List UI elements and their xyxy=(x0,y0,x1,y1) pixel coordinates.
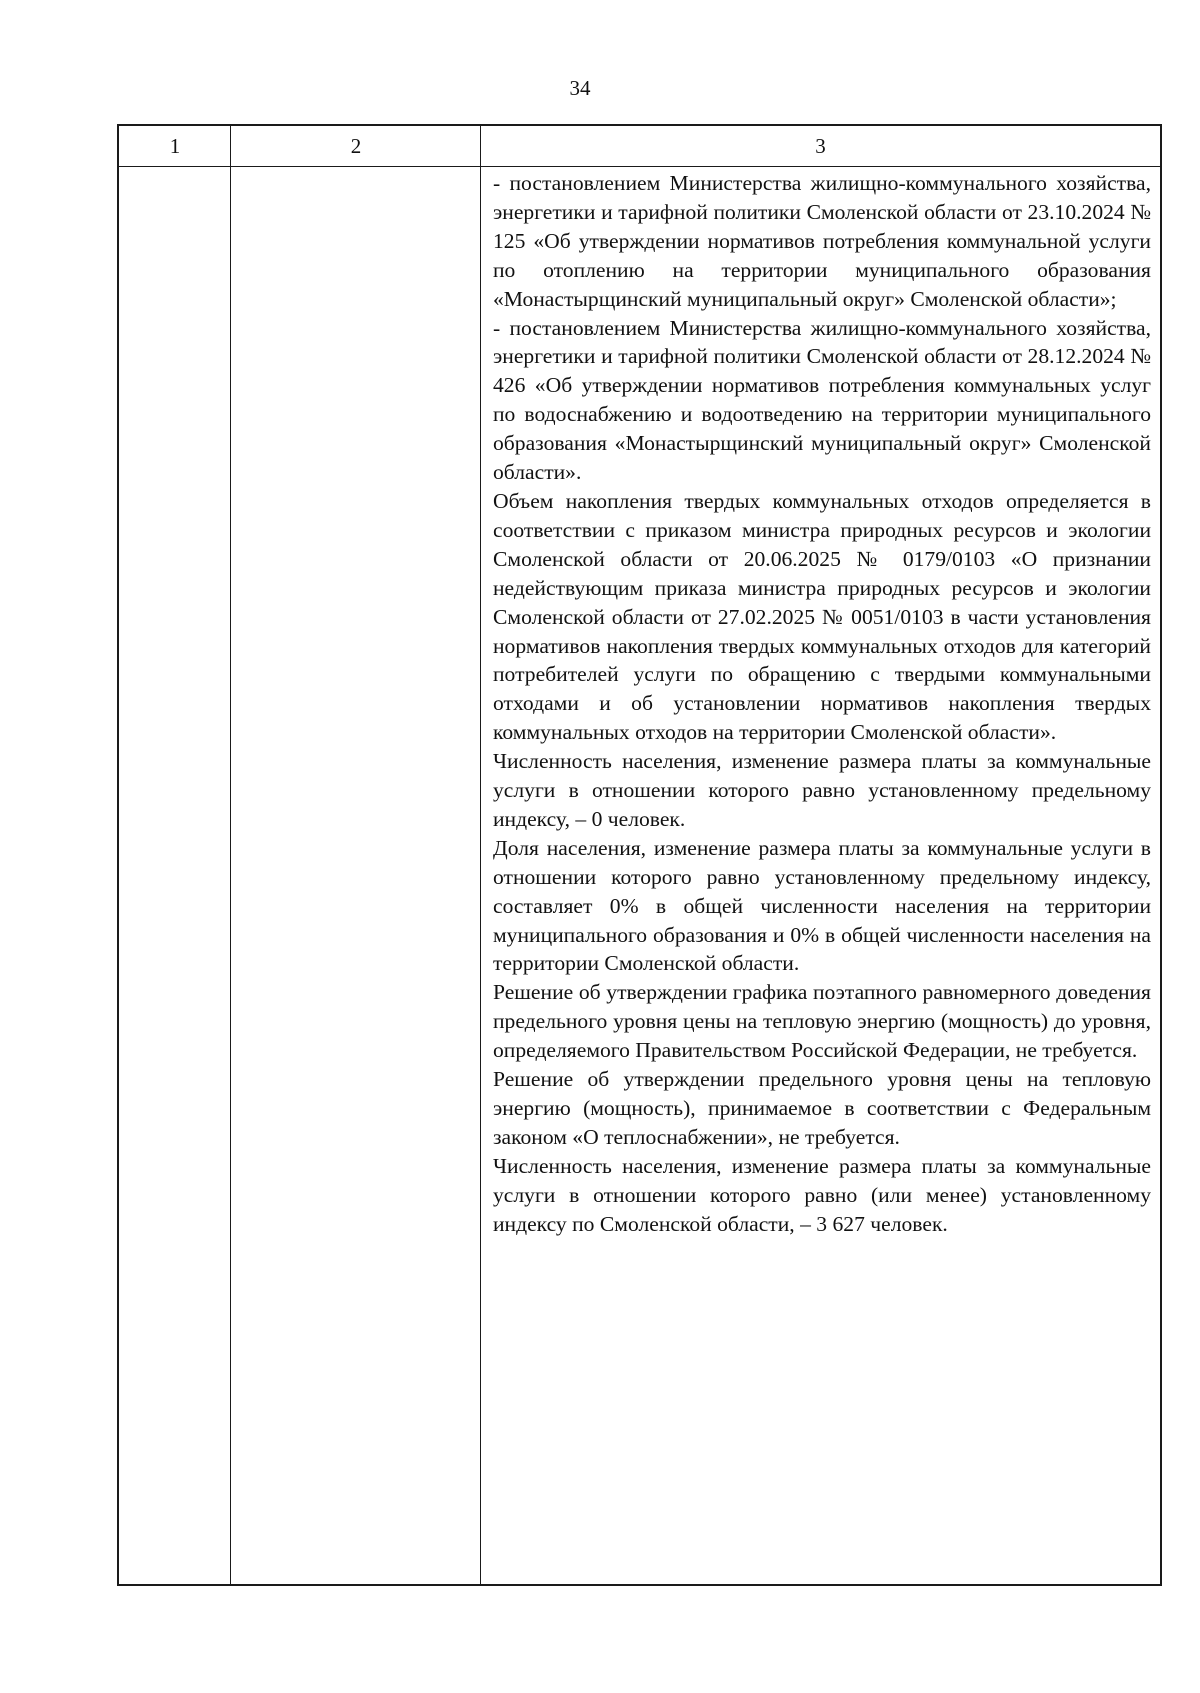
table-header-row xyxy=(119,126,1160,167)
paragraph-population-count-zero: Численность населения, изменение размера платы за коммунальные услуги в отношении которого равно установленному предельному индексу, – 0 человек. xyxy=(493,749,1151,831)
paragraph-heat-price-schedule: Решение об утверждении графика поэтапного равномерного доведения предельного уровня цены на тепловую энергию (мощность) до уровня, определяемого Правительством Российской Федерации, не требуется. xyxy=(493,980,1151,1063)
page-number: 34 xyxy=(569,76,591,100)
table-header-cell-2: 2 xyxy=(350,134,362,158)
table-header-cell-3: 3 xyxy=(815,134,826,158)
paragraph-population-share: Доля населения, изменение размера платы за коммунальные услуги в отношении которого равно установленному предельному индексу, составляет 0% в общей численности населения на территории муниципального образования и 0% в общей численности населения на территории Смоленской области. xyxy=(493,835,1151,976)
table-column-2 xyxy=(231,126,481,1584)
document-table xyxy=(117,124,1162,1586)
table-cell-column-3 xyxy=(493,169,1151,1239)
table-column-1 xyxy=(119,126,231,1584)
paragraph-population-count-3627: Численность населения, изменение размера платы за коммунальные услуги в отношении которого равно (или менее) установленному индексу по Смоленской области, – 3 627 человек. xyxy=(493,1153,1151,1236)
paragraph-decree-426: - постановлением Министерства жилищно-коммунального хозяйства, энергетики и тарифной политики Смоленской области от 28.12.2024 № 426 «Об утверждении нормативов потребления коммунальных услуг по водоснабжению и водоотведению на территории муниципального образования «Монастырщинский муниципальный округ» Смоленской области». xyxy=(493,315,1151,485)
paragraph-waste-volume: Объем накопления твердых коммунальных отходов определяется в соответствии с приказом министра природных ресурсов и экологии Смоленской области от 20.06.2025 № 0179/0103 «О признании недействующим приказа министра природных ресурсов и экологии Смоленской области от 27.02.2025 № 0051/0103 в части установления нормативов накопления твердых коммунальных отходов для категорий потребителей услуги по обращению с твердыми коммунальными отходами и об установлении нормативов накопления твердых коммунальных отходов на территории Смоленской области». xyxy=(493,488,1151,745)
paragraph-decree-125: - постановлением Министерства жилищно-коммунального хозяйства, энергетики и тарифной политики Смоленской области от 23.10.2024 № 125 «Об утверждении нормативов потребления коммунальной услуги по отоплению на территории муниципального образования «Монастырщинский муниципальный округ» Смоленской области»; xyxy=(493,171,1151,311)
paragraph-heat-price-limit: Решение об утверждении предельного уровня цены на тепловую энергию (мощность), принимаемое в соответствии с Федеральным законом «О теплоснабжении», не требуется. xyxy=(493,1067,1151,1149)
table-header-cell-1: 1 xyxy=(169,134,181,158)
